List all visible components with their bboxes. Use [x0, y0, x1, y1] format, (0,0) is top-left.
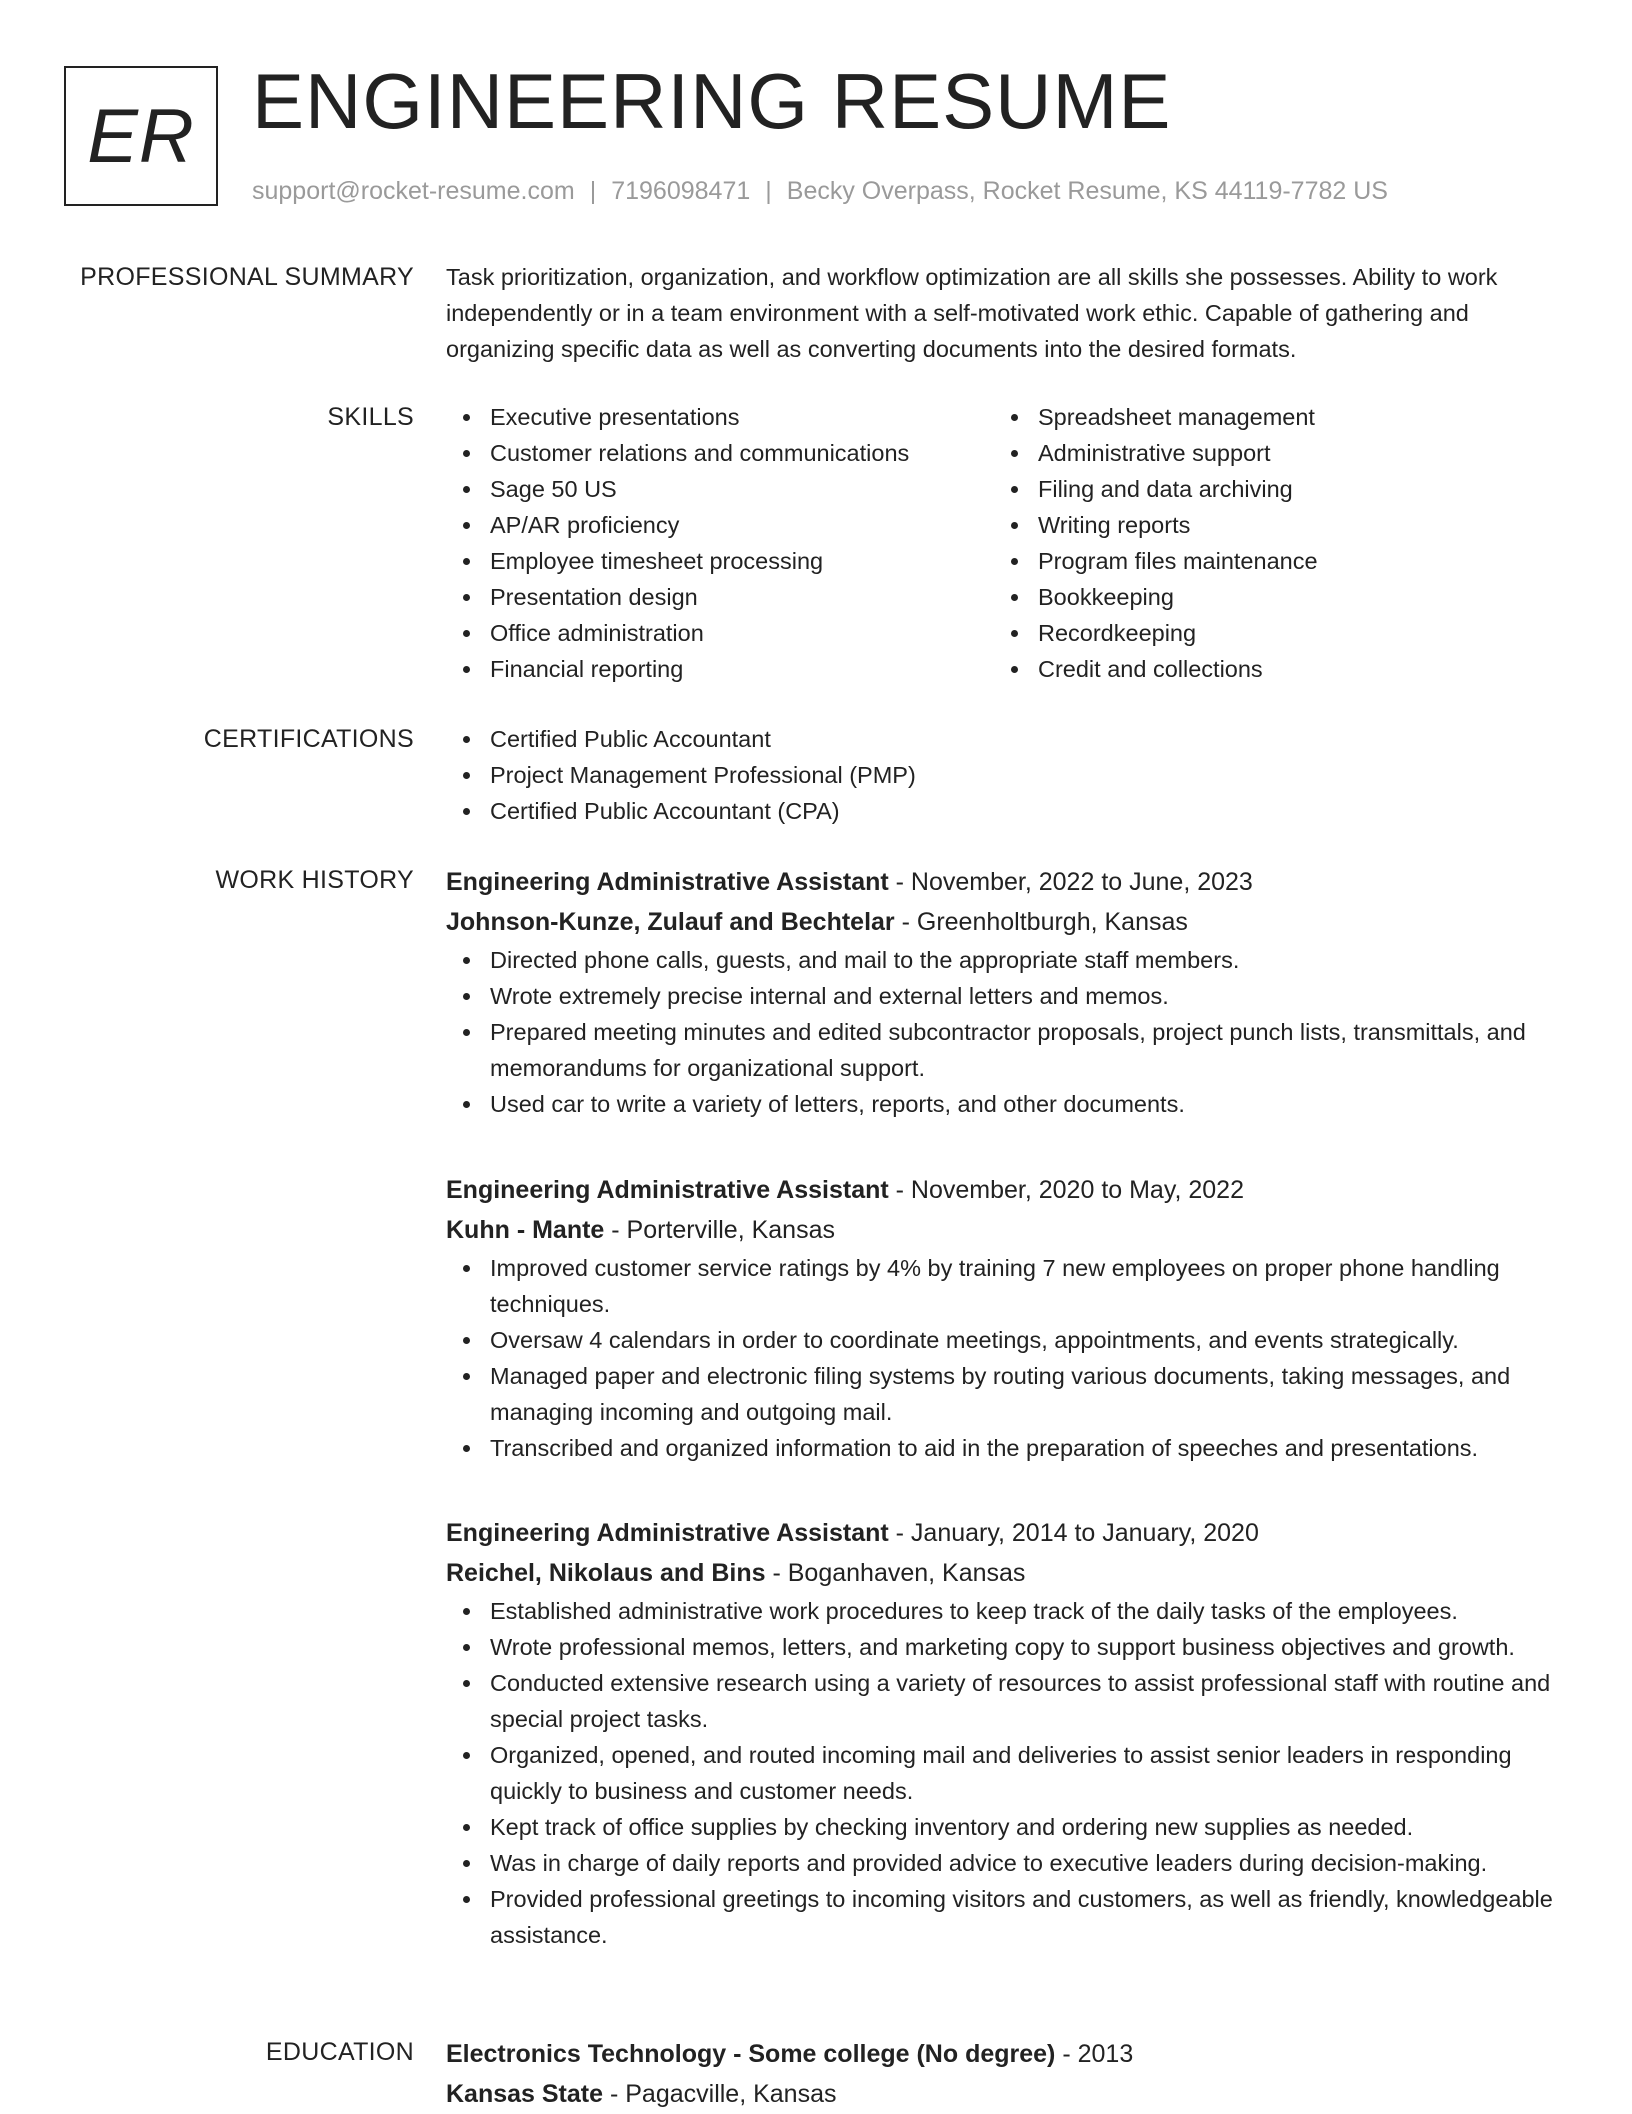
job-bullet-list [446, 1593, 1566, 1953]
education-degree: Electronics Technology - Some college (No degree) [446, 2040, 1056, 2068]
skill-item: Spreadsheet management [994, 399, 1542, 435]
skill-item: Employee timesheet processing [446, 543, 994, 579]
job-title-line [446, 1170, 1566, 1210]
monogram-initials: ER [87, 93, 195, 179]
education-school-line [446, 2074, 1566, 2114]
job-title-line [446, 1513, 1566, 1553]
education-school: Kansas State [446, 2080, 604, 2108]
skill-item: Financial reporting [446, 651, 994, 687]
job-bullet-item: Wrote professional memos, letters, and marketing copy to support business objectives and growth. [446, 1629, 1566, 1665]
job-bullet-item: Prepared meeting minutes and edited subcontractor proposals, project punch lists, transmittals, and memorandums for organizational support. [446, 1014, 1566, 1086]
job-bullet-item: Directed phone calls, guests, and mail to the appropriate staff members. [446, 942, 1566, 978]
education-year: - 2013 [1055, 2040, 1134, 2068]
skills-heading: SKILLS [327, 403, 414, 431]
contact-separator: | [765, 177, 772, 205]
certification-item: Certified Public Accountant [446, 721, 1566, 757]
contact-separator: | [589, 177, 597, 205]
skill-item: Recordkeeping [994, 615, 1542, 651]
job-body [446, 1513, 1566, 1953]
skill-item: Program files maintenance [994, 543, 1542, 579]
job-bullet-item: Managed paper and electronic filing systems by routing various documents, taking messages, and managing incoming and outgoing mail. [446, 1358, 1566, 1430]
job-body [446, 1170, 1566, 1466]
monogram-box [64, 66, 218, 206]
job-title: Engineering Administrative Assistant [446, 1176, 889, 1204]
job-company-line [446, 1553, 1566, 1593]
job-location: - Greenholtburgh, Kansas [894, 908, 1188, 936]
job-bullet-item: Organized, opened, and routed incoming mail and deliveries to assist senior leaders in responding quickly to business and customer needs. [446, 1737, 1566, 1809]
job-company: Reichel, Nikolaus and Bins [446, 1559, 766, 1587]
job-company-line [446, 902, 1566, 942]
certification-item: Certified Public Accountant (CPA) [446, 793, 1566, 829]
skill-item: AP/AR proficiency [446, 507, 994, 543]
skill-item: Sage 50 US [446, 471, 994, 507]
job-company: Kuhn - Mante [446, 1216, 605, 1244]
skill-item: Presentation design [446, 579, 994, 615]
certifications-heading: CERTIFICATIONS [203, 725, 414, 753]
contact-phone[interactable]: 7196098471 [611, 177, 751, 205]
certifications-body [446, 721, 1566, 829]
job-bullet-item: Was in charge of daily reports and provided advice to executive leaders during decision-making. [446, 1845, 1566, 1881]
job-bullet-item: Wrote extremely precise internal and external letters and memos. [446, 978, 1566, 1014]
job-dates: - January, 2014 to January, 2020 [888, 1519, 1259, 1547]
job-company: Johnson-Kunze, Zulauf and Bechtelar [446, 908, 895, 936]
contact-email[interactable]: support@rocket-resume.com [252, 177, 575, 205]
certifications-list [446, 721, 1566, 829]
job-body [446, 862, 1566, 1122]
job-title: Engineering Administrative Assistant [446, 1519, 889, 1547]
job-bullet-list [446, 942, 1566, 1122]
skill-item: Office administration [446, 615, 994, 651]
job-company-line [446, 1210, 1566, 1250]
education-heading: EDUCATION [265, 2038, 414, 2066]
skill-item: Bookkeeping [994, 579, 1542, 615]
job-title-line [446, 862, 1566, 902]
skill-item: Customer relations and communications [446, 435, 994, 471]
resume-title: ENGINEERING RESUME [252, 57, 1172, 145]
contact-address: Becky Overpass, Rocket Resume, KS 44119-7782 US [786, 177, 1388, 205]
education-body [446, 2034, 1566, 2114]
job-bullet-item: Transcribed and organized information to aid in the preparation of speeches and presentations. [446, 1430, 1566, 1466]
education-degree-line [446, 2034, 1566, 2074]
job-bullet-item: Provided professional greetings to incoming visitors and customers, as well as friendly, knowledgeable assistance. [446, 1881, 1566, 1953]
contact-line [252, 173, 1388, 209]
summary-text: Task prioritization, organization, and workflow optimization are all skills she possesses. Ability to work independently or in a team environment with a self-motivated work ethic. Capable of gathering and organizing specific data as well as converting documents into the desired formats. [446, 264, 1498, 362]
job-bullet-item: Improved customer service ratings by 4% by training 7 new employees on proper phone handling techniques. [446, 1250, 1566, 1322]
summary-body [446, 259, 1566, 367]
skills-list-right [994, 399, 1542, 687]
skill-item: Executive presentations [446, 399, 994, 435]
job-bullet-item: Oversaw 4 calendars in order to coordinate meetings, appointments, and events strategically. [446, 1322, 1566, 1358]
skill-item: Administrative support [994, 435, 1542, 471]
job-bullet-item: Kept track of office supplies by checking inventory and ordering new supplies as needed. [446, 1809, 1566, 1845]
job-bullet-list [446, 1250, 1566, 1466]
job-dates: - November, 2020 to May, 2022 [888, 1176, 1244, 1204]
job-location: - Porterville, Kansas [604, 1216, 835, 1244]
job-dates: - November, 2022 to June, 2023 [888, 868, 1253, 896]
work-history-heading: WORK HISTORY [215, 866, 414, 894]
certification-item: Project Management Professional (PMP) [446, 757, 1566, 793]
job-bullet-item: Established administrative work procedures to keep track of the daily tasks of the employees. [446, 1593, 1566, 1629]
skills-body [446, 399, 1566, 687]
skill-item: Writing reports [994, 507, 1542, 543]
skill-item: Credit and collections [994, 651, 1542, 687]
education-location: - Pagacville, Kansas [603, 2080, 837, 2108]
job-bullet-item: Conducted extensive research using a variety of resources to assist professional staff with routine and special project tasks. [446, 1665, 1566, 1737]
job-title: Engineering Administrative Assistant [446, 868, 889, 896]
job-bullet-item: Used car to write a variety of letters, reports, and other documents. [446, 1086, 1566, 1122]
summary-heading: PROFESSIONAL SUMMARY [80, 263, 414, 291]
job-location: - Boganhaven, Kansas [765, 1559, 1026, 1587]
skills-list-left [446, 399, 994, 687]
skill-item: Filing and data archiving [994, 471, 1542, 507]
